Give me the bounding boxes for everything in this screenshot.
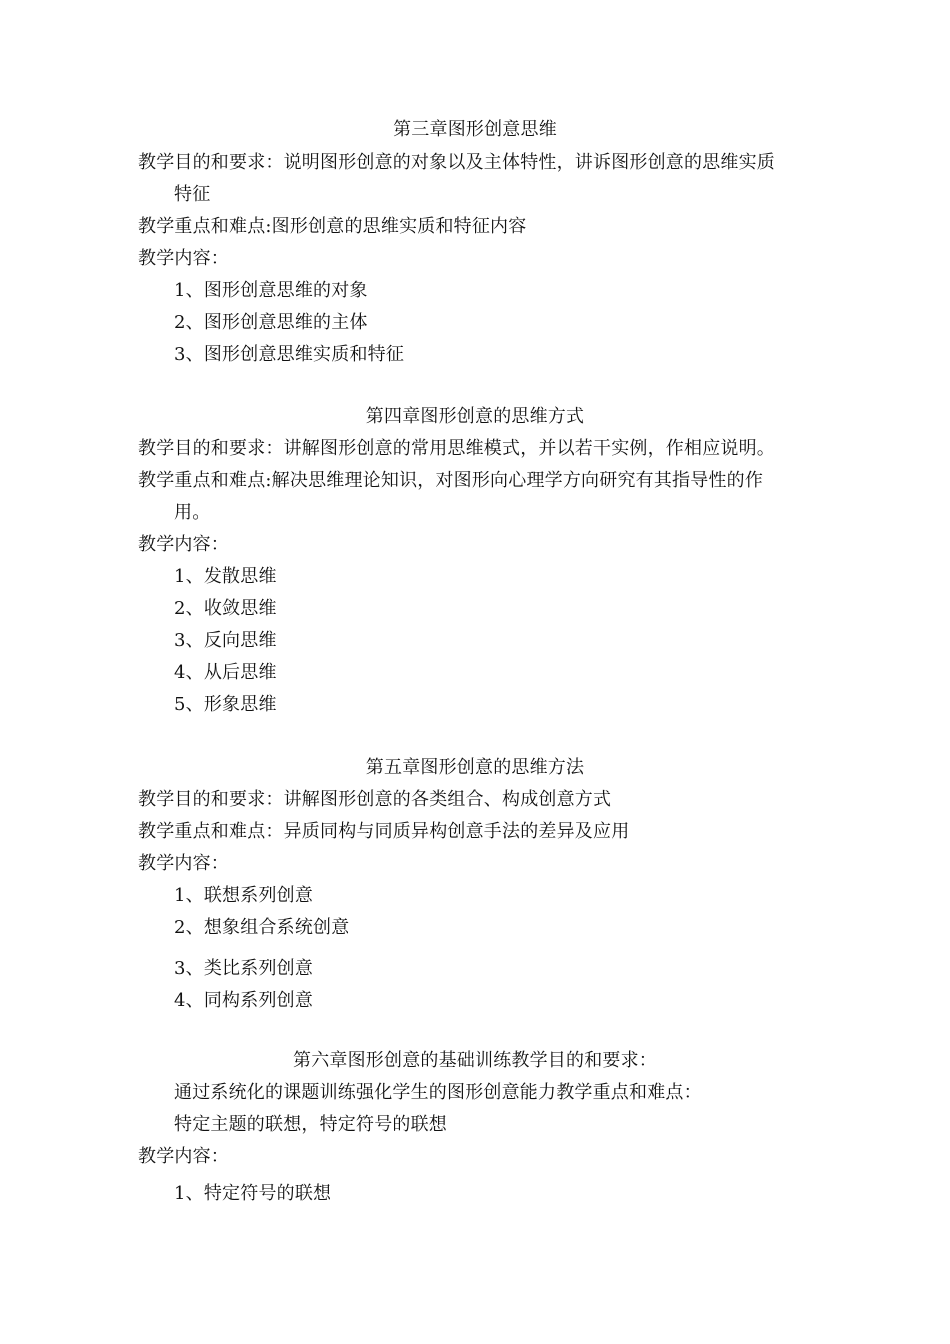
- chapter-5-item: 1、联想系列创意: [174, 885, 314, 906]
- chapter-5-content-label: 教学内容：: [138, 853, 229, 874]
- chapter-4-title: 第四章图形创意的思维方式: [365, 406, 585, 427]
- chapter-4-focus: 教学重点和难点:解决思维理论知识，对图形向心理学方向研究有其指导性的作: [138, 470, 764, 491]
- chapter-6-item: 1、特定符号的联想: [174, 1183, 332, 1204]
- chapter-6-line: 通过系统化的课题训练强化学生的图形创意能力教学重点和难点：: [174, 1082, 702, 1103]
- chapter-4-item: 4、从后思维: [174, 662, 277, 683]
- chapter-4-focus-continued: 用。: [174, 502, 211, 523]
- chapter-3-title: 第三章图形创意思维: [393, 119, 557, 140]
- chapter-5-title: 第五章图形创意的思维方法: [365, 757, 585, 778]
- chapter-5-item: 2、想象组合系统创意: [174, 917, 350, 938]
- chapter-4-goal: 教学目的和要求：讲解图形创意的常用思维模式，并以若干实例，作相应说明。: [138, 438, 775, 459]
- chapter-6-content-label: 教学内容：: [138, 1146, 229, 1167]
- chapter-3-item: 1、图形创意思维的对象: [174, 280, 368, 301]
- chapter-5-item: 3、类比系列创意: [174, 958, 314, 979]
- chapter-5-item: 4、同构系列创意: [174, 990, 314, 1011]
- chapter-6-title: 第六章图形创意的基础训练教学目的和要求：: [293, 1050, 657, 1071]
- chapter-3-goal-continued: 特征: [174, 184, 211, 205]
- chapter-5-goal: 教学目的和要求：讲解图形创意的各类组合、构成创意方式: [138, 789, 612, 810]
- chapter-3-item: 3、图形创意思维实质和特征: [174, 344, 405, 365]
- chapter-4-content-label: 教学内容：: [138, 534, 229, 555]
- chapter-6-line: 特定主题的联想，特定符号的联想: [174, 1114, 447, 1135]
- chapter-4-item: 5、形象思维: [174, 694, 277, 715]
- chapter-3-focus: 教学重点和难点:图形创意的思维实质和特征内容: [138, 216, 527, 237]
- chapter-3-content-label: 教学内容：: [138, 248, 229, 269]
- chapter-5-focus: 教学重点和难点：异质同构与同质异构创意手法的差异及应用: [138, 821, 630, 842]
- chapter-4-item: 1、发散思维: [174, 566, 277, 587]
- chapter-3-goal: 教学目的和要求：说明图形创意的对象以及主体特性，讲诉图形创意的思维实质: [138, 152, 775, 173]
- chapter-4-item: 3、反向思维: [174, 630, 277, 651]
- chapter-4-item: 2、收敛思维: [174, 598, 277, 619]
- chapter-3-item: 2、图形创意思维的主体: [174, 312, 368, 333]
